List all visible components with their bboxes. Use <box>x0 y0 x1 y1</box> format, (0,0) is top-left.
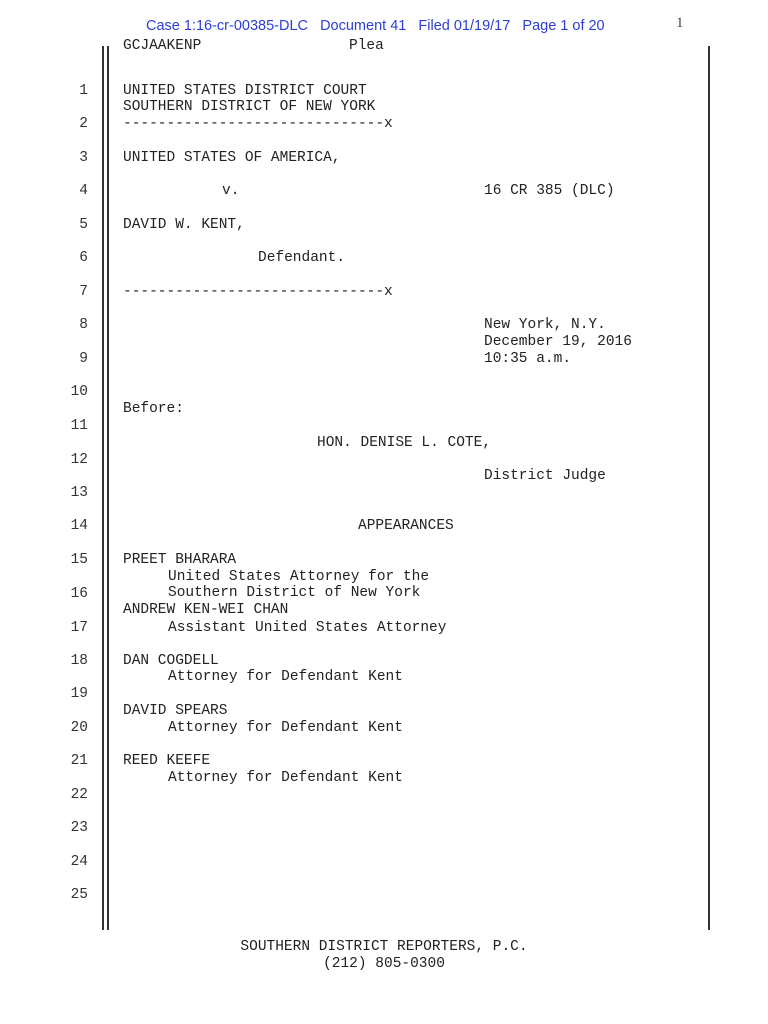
case-number: 16 CR 385 (DLC) <box>484 183 615 199</box>
line-number: 16 <box>70 586 88 602</box>
court-district: SOUTHERN DISTRICT OF NEW YORK <box>123 99 376 115</box>
line-number: 11 <box>70 418 88 434</box>
attorney-role: Attorney for Defendant Kent <box>168 669 403 685</box>
line-number: 15 <box>70 552 88 568</box>
line-number: 1 <box>79 83 88 99</box>
line-number: 8 <box>79 317 88 333</box>
line-number: 24 <box>70 854 88 870</box>
line-number: 21 <box>70 753 88 769</box>
before-label: Before: <box>123 401 184 417</box>
line-number: 19 <box>70 686 88 702</box>
line-number: 2 <box>79 116 88 132</box>
caption-rule-bottom: ------------------------------x <box>123 284 393 300</box>
attorney-role: United States Attorney for the <box>168 569 430 585</box>
line-number: 7 <box>79 284 88 300</box>
line-number: 6 <box>79 250 88 266</box>
line-number: 14 <box>70 518 88 534</box>
attorney-role: Attorney for Defendant Kent <box>168 720 403 736</box>
versus: v. <box>222 183 240 199</box>
line-number: 23 <box>70 820 88 836</box>
header-right: Plea <box>349 38 384 54</box>
line-number: 25 <box>70 887 88 903</box>
defendant-label: Defendant. <box>258 250 346 266</box>
attorney-role: Assistant United States Attorney <box>168 620 447 636</box>
line-number: 3 <box>79 150 88 166</box>
line-number: 9 <box>79 351 88 367</box>
line-number: 18 <box>70 653 88 669</box>
line-number: 5 <box>79 217 88 233</box>
attorney-name: REED KEEFE <box>123 753 211 769</box>
attorney-name: DAVID SPEARS <box>123 703 228 719</box>
caption-rule-top: ------------------------------x <box>123 116 393 132</box>
line-number: 13 <box>70 485 88 501</box>
line-number: 22 <box>70 787 88 803</box>
line-number: 20 <box>70 720 88 736</box>
margin-line-right <box>708 46 710 930</box>
judge-name: HON. DENISE L. COTE, <box>317 435 492 451</box>
attorney-role: Southern District of New York <box>168 585 421 601</box>
court-name: UNITED STATES DISTRICT COURT <box>123 83 367 99</box>
footer-reporter: SOUTHERN DISTRICT REPORTERS, P.C. <box>240 939 528 955</box>
line-number: 4 <box>79 183 88 199</box>
footer-phone: (212) 805-0300 <box>323 956 445 972</box>
location-time: 10:35 a.m. <box>484 351 572 367</box>
line-number: 17 <box>70 620 88 636</box>
margin-line-left-1 <box>102 46 104 930</box>
appearances-heading: APPEARANCES <box>358 518 454 534</box>
attorney-name: PREET BHARARA <box>123 552 237 568</box>
location-date: December 19, 2016 <box>484 334 632 350</box>
attorney-name: ANDREW KEN-WEI CHAN <box>123 602 289 618</box>
line-number: 10 <box>70 384 88 400</box>
judge-title: District Judge <box>484 468 606 484</box>
attorney-role: Attorney for Defendant Kent <box>168 770 403 786</box>
defendant-name: DAVID W. KENT, <box>123 217 245 233</box>
case-stamp: Case 1:16-cr-00385-DLC Document 41 Filed 01/19/17 Page 1 of 20 <box>146 18 605 34</box>
location-city: New York, N.Y. <box>484 317 606 333</box>
attorney-name: DAN COGDELL <box>123 653 219 669</box>
page-number: 1 <box>676 15 684 31</box>
margin-line-left-2 <box>107 46 109 930</box>
header-left: GCJAAKENP <box>123 38 202 54</box>
plaintiff: UNITED STATES OF AMERICA, <box>123 150 341 166</box>
line-number: 12 <box>70 452 88 468</box>
